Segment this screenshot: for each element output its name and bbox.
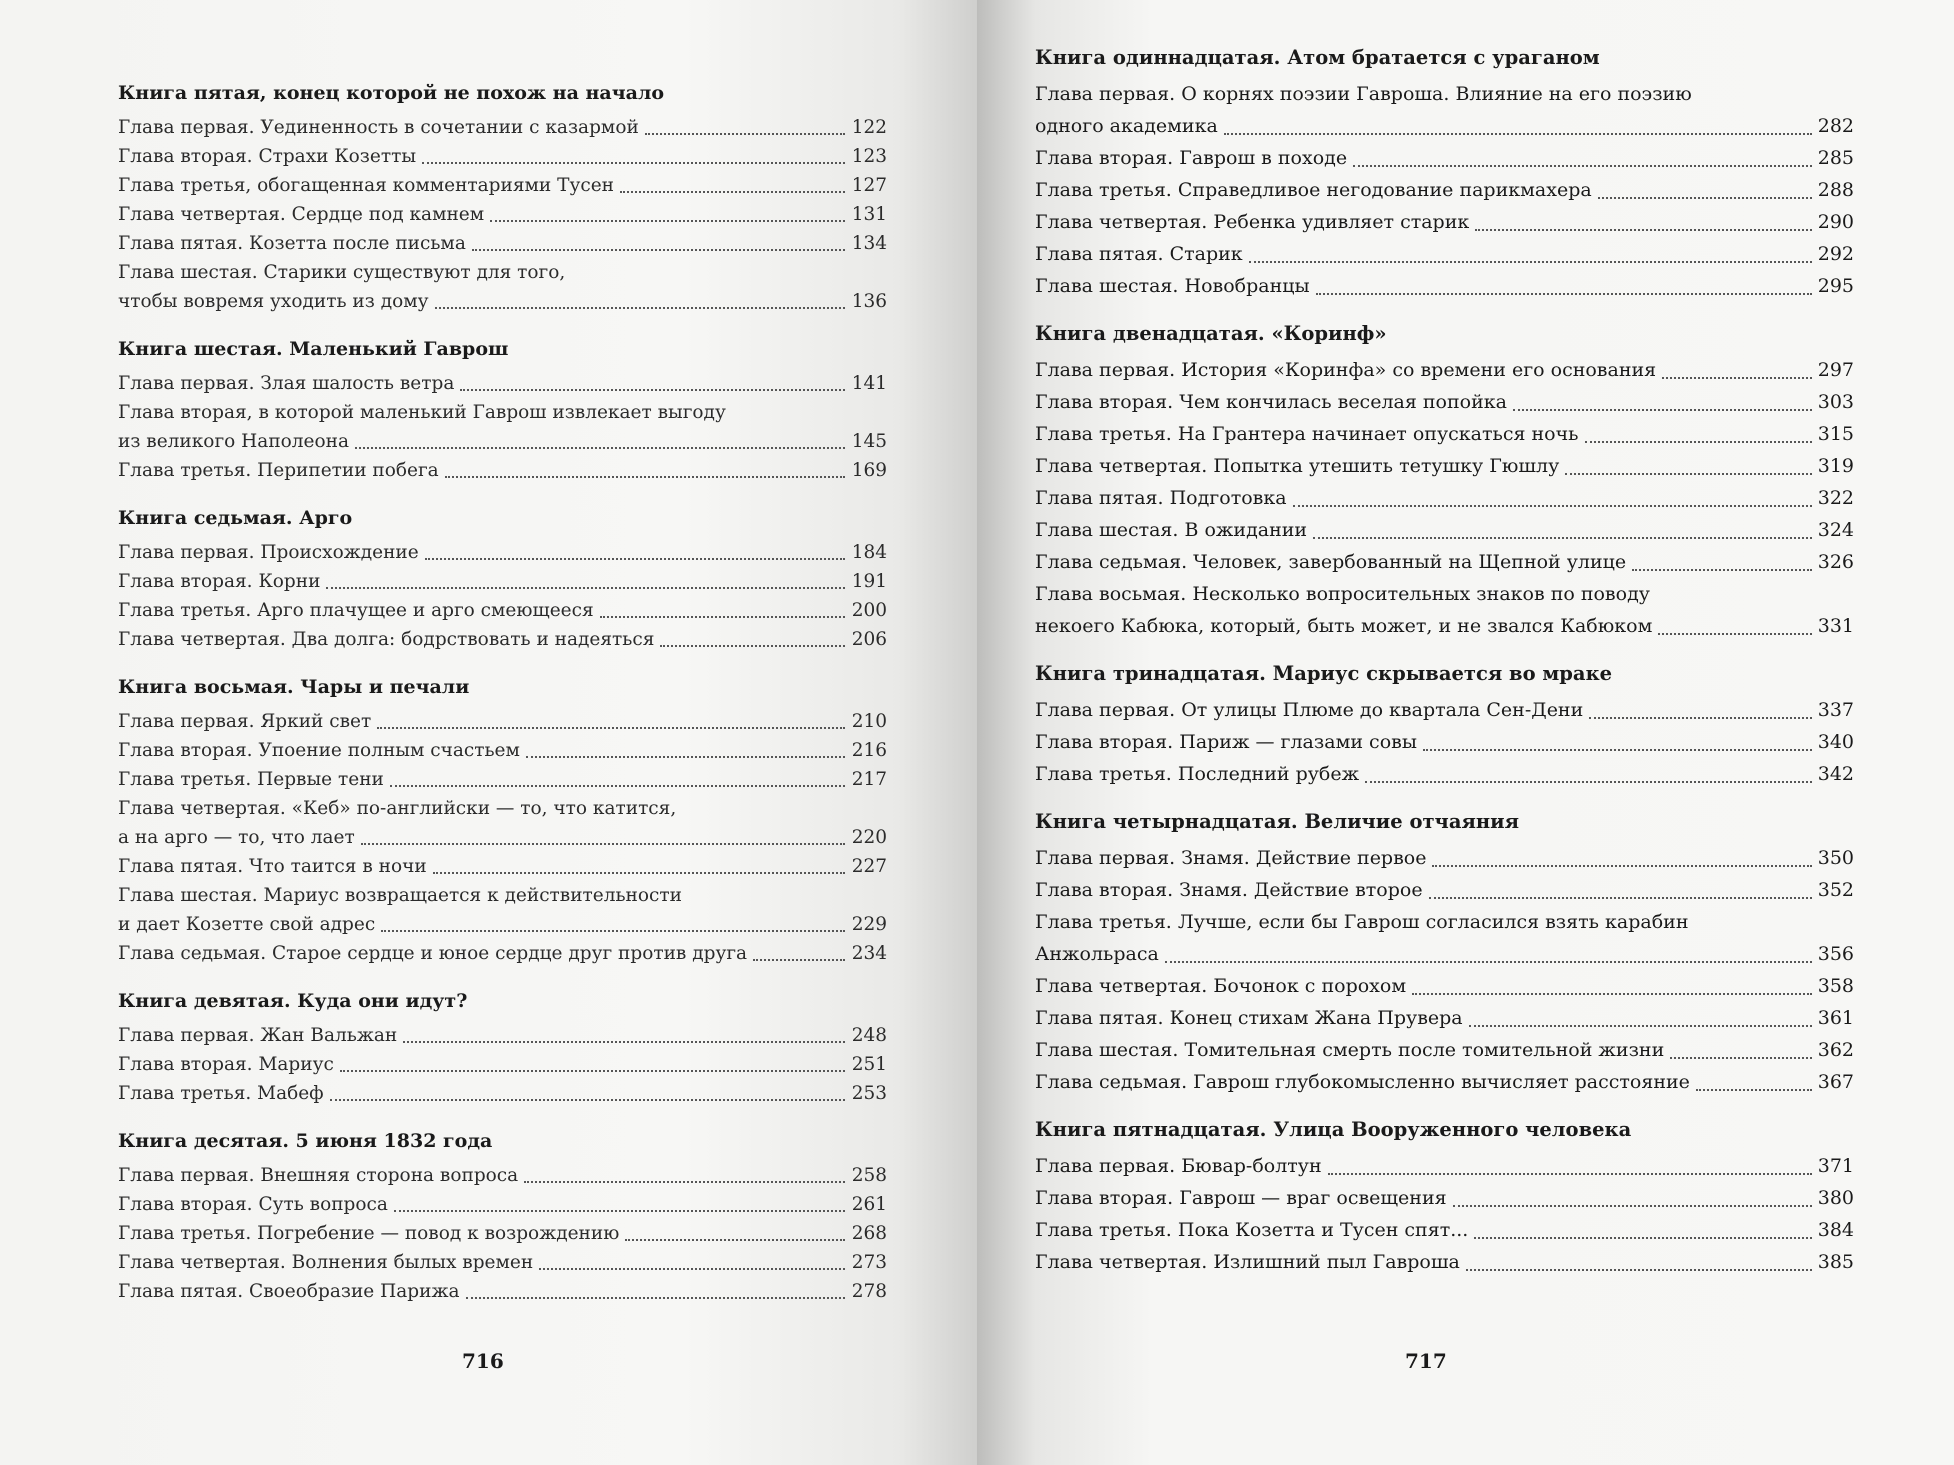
toc-entry (1035, 970, 1854, 1002)
dot-leader (466, 1297, 846, 1299)
toc-entry (1035, 1066, 1854, 1098)
toc-entry (118, 113, 887, 142)
page-ref: 136 (851, 291, 887, 312)
chapter-title: Глава четвертая. «Кеб» по-английски — то, что катится, (118, 798, 677, 819)
page-ref: 295 (1817, 275, 1854, 297)
chapter-title: Глава пятая. Подготовка (1035, 487, 1287, 509)
toc-entry (118, 258, 887, 316)
toc-entry (1035, 238, 1854, 270)
page-number-left: 716 (462, 1349, 504, 1373)
toc-entry (118, 596, 887, 625)
book-title: Книга седьмая. Арго (118, 507, 353, 529)
chapter-title-continued: и дает Козетте свой адрес (118, 914, 376, 935)
chapter-title: Глава первая. Знамя. Действие первое (1035, 847, 1427, 869)
page-ref: 288 (1817, 179, 1854, 201)
page-ref: 278 (851, 1281, 887, 1302)
chapter-title: Глава шестая. Новобранцы (1035, 275, 1310, 297)
page-ref: 253 (851, 1083, 887, 1104)
book-section (118, 676, 887, 968)
page-ref: 371 (1817, 1155, 1854, 1177)
toc-entry (1035, 142, 1854, 174)
page-ref: 273 (851, 1252, 887, 1273)
book-title: Книга десятая. 5 июня 1832 года (118, 1130, 493, 1152)
chapter-title: Глава третья. Лучше, если бы Гаврош согласился взять карабин (1035, 911, 1689, 933)
page-number-right: 717 (1405, 1349, 1447, 1373)
chapter-title: Глава третья. Погребение — повод к возрождению (118, 1223, 620, 1244)
chapter-title: Глава первая. Яркий свет (118, 711, 372, 732)
dot-leader (445, 476, 845, 478)
toc-entry (1035, 694, 1854, 726)
toc-entry (1035, 174, 1854, 206)
toc-entry (118, 1248, 887, 1277)
book-section (1035, 322, 1854, 642)
toc-entry (1035, 874, 1854, 906)
chapter-title: Глава вторая. Чем кончилась веселая попойка (1035, 391, 1507, 413)
chapter-title: Глава третья. Первые тени (118, 769, 384, 790)
page-ref: 367 (1817, 1071, 1854, 1093)
chapter-title: Глава вторая. Упоение полным счастьем (118, 740, 520, 761)
toc-entry (118, 567, 887, 596)
page-ref: 285 (1817, 147, 1854, 169)
page-ref: 319 (1817, 455, 1854, 477)
toc-entry (118, 1050, 887, 1079)
page-ref: 210 (851, 711, 887, 732)
page-ref: 337 (1817, 699, 1854, 721)
book-title: Книга четырнадцатая. Величие отчаяния (1035, 810, 1520, 833)
book-title: Книга тринадцатая. Мариус скрывается во мраке (1035, 662, 1613, 685)
chapter-title: Глава вторая. Париж — глазами совы (1035, 731, 1417, 753)
book-section (118, 1130, 887, 1306)
chapter-title: Глава четвертая. Волнения былых времен (118, 1252, 534, 1273)
chapter-title: Глава седьмая. Гаврош глубокомысленно вычисляет расстояние (1035, 1071, 1690, 1093)
chapter-title: Глава первая. История «Коринфа» со времени его основания (1035, 359, 1657, 381)
dot-leader (1365, 781, 1812, 783)
dot-leader (472, 249, 845, 251)
page-ref: 362 (1817, 1039, 1854, 1061)
dot-leader (330, 1099, 845, 1101)
toc-entry (118, 794, 887, 852)
toc-entry (1035, 906, 1854, 970)
dot-leader (377, 727, 845, 729)
toc-entry (118, 200, 887, 229)
book-title: Книга пятая, конец которой не похож на начало (118, 82, 665, 104)
page-ref: 169 (851, 460, 887, 481)
toc-entry (118, 707, 887, 736)
toc-entry (118, 171, 887, 200)
toc-entry (1035, 1182, 1854, 1214)
book-title: Книга шестая. Маленький Гаврош (118, 338, 509, 360)
dot-leader (1249, 261, 1812, 263)
book-section (118, 82, 887, 316)
toc-entry (118, 852, 887, 881)
dot-leader (1293, 505, 1812, 507)
chapter-title: Глава первая. Злая шалость ветра (118, 373, 455, 394)
page-ref: 385 (1817, 1251, 1854, 1273)
chapter-title: Глава третья. На Грантера начинает опускаться ночь (1035, 423, 1579, 445)
dot-leader (1412, 993, 1812, 995)
toc-entry (118, 398, 887, 456)
dot-leader (381, 930, 845, 932)
chapter-title: Глава третья. Мабеф (118, 1083, 324, 1104)
page-ref: 322 (1817, 487, 1854, 509)
page-ref: 216 (851, 740, 887, 761)
chapter-title: Глава третья. Перипетии побега (118, 460, 439, 481)
dot-leader (1429, 897, 1812, 899)
dot-leader (1423, 749, 1812, 751)
toc-entry (118, 1021, 887, 1050)
book-section (1035, 662, 1854, 790)
page-ref: 234 (851, 943, 887, 964)
chapter-title: Глава третья. Арго плачущее и арго смеющееся (118, 600, 594, 621)
book-title: Книга пятнадцатая. Улица Вооруженного человека (1035, 1118, 1632, 1141)
page-ref: 127 (851, 175, 887, 196)
chapter-title-continued: одного академика (1035, 115, 1218, 137)
dot-leader (1670, 1057, 1811, 1059)
book-title: Книга девятая. Куда они идут? (118, 990, 468, 1012)
dot-leader (620, 191, 845, 193)
chapter-title: Глава четвертая. Ребенка удивляет старик (1035, 211, 1470, 233)
chapter-title: Глава шестая. Старики существуют для того, (118, 262, 566, 283)
toc-entry (1035, 1034, 1854, 1066)
chapter-title-continued: а на арго — то, что лает (118, 827, 355, 848)
toc-entry (118, 1079, 887, 1108)
toc-entry (118, 456, 887, 485)
page-ref: 384 (1817, 1219, 1854, 1241)
chapter-title: Глава третья. Справедливое негодование парикмахера (1035, 179, 1592, 201)
dot-leader (1475, 229, 1811, 231)
chapter-title: Глава третья. Пока Козетта и Тусен спят... (1035, 1219, 1469, 1241)
dot-leader (1165, 961, 1812, 963)
toc-entry (1035, 270, 1854, 302)
book-section (1035, 1118, 1854, 1278)
chapter-title: Глава первая. Уединенность в сочетании с казармой (118, 117, 639, 138)
chapter-title: Глава первая. Происхождение (118, 542, 419, 563)
toc-entry (118, 881, 887, 939)
chapter-title: Глава шестая. В ожидании (1035, 519, 1308, 541)
toc-entry (1035, 1150, 1854, 1182)
chapter-title: Глава шестая. Мариус возвращается к действительности (118, 885, 682, 906)
chapter-title: Глава вторая. Знамя. Действие второе (1035, 879, 1423, 901)
table-of-contents-right (1035, 46, 1854, 1278)
toc-entry (1035, 514, 1854, 546)
page-ref: 356 (1817, 943, 1854, 965)
right-page (977, 0, 1954, 1465)
toc-entry (1035, 450, 1854, 482)
dot-leader (625, 1239, 845, 1241)
page-ref: 134 (851, 233, 887, 254)
page-ref: 184 (851, 542, 887, 563)
toc-entry (118, 1161, 887, 1190)
toc-entry (118, 765, 887, 794)
page-ref: 352 (1817, 879, 1854, 901)
page-ref: 282 (1817, 115, 1854, 137)
toc-entry (118, 142, 887, 171)
page-ref: 342 (1817, 763, 1854, 785)
dot-leader (361, 843, 845, 845)
toc-entry (1035, 1214, 1854, 1246)
chapter-title: Глава пятая. Что таится в ночи (118, 856, 427, 877)
page-ref: 268 (851, 1223, 887, 1244)
chapter-title: Глава первая. Бювар-болтун (1035, 1155, 1322, 1177)
chapter-title: Глава третья, обогащенная комментариями Тусен (118, 175, 614, 196)
dot-leader (1432, 865, 1811, 867)
toc-entry (1035, 482, 1854, 514)
dot-leader (645, 133, 845, 135)
page-ref: 141 (851, 373, 887, 394)
chapter-title: Глава пятая. Конец стихам Жана Прувера (1035, 1007, 1463, 1029)
page-ref: 248 (851, 1025, 887, 1046)
chapter-title: Глава вторая. Гаврош в походе (1035, 147, 1348, 169)
toc-entry (1035, 842, 1854, 874)
book-section (118, 507, 887, 654)
chapter-title: Глава восьмая. Несколько вопросительных знаков по поводу (1035, 583, 1650, 605)
chapter-title: Глава четвертая. Сердце под камнем (118, 204, 485, 225)
page-ref: 324 (1817, 519, 1854, 541)
toc-entry (118, 736, 887, 765)
chapter-title: Глава первая. От улицы Плюме до квартала Сен-Дени (1035, 699, 1584, 721)
dot-leader (1328, 1173, 1812, 1175)
book-section (1035, 810, 1854, 1098)
dot-leader (753, 959, 845, 961)
dot-leader (390, 785, 845, 787)
page-ref: 229 (851, 914, 887, 935)
book-title: Книга одиннадцатая. Атом братается с ураганом (1035, 46, 1600, 69)
page-ref: 303 (1817, 391, 1854, 413)
chapter-title: Глава вторая, в которой маленький Гаврош извлекает выгоду (118, 402, 726, 423)
toc-entry (118, 625, 887, 654)
chapter-title: Глава первая. Внешняя сторона вопроса (118, 1165, 519, 1186)
chapter-title: Глава вторая. Гаврош — враг освещения (1035, 1187, 1447, 1209)
page-ref: 326 (1817, 551, 1854, 573)
book-title: Книга двенадцатая. «Коринф» (1035, 322, 1387, 345)
book-section (118, 990, 887, 1108)
chapter-title: Глава пятая. Козетта после письма (118, 233, 466, 254)
dot-leader (1585, 441, 1812, 443)
toc-entry (118, 229, 887, 258)
page-ref: 331 (1817, 615, 1854, 637)
page-ref: 145 (851, 431, 887, 452)
page-ref: 350 (1817, 847, 1854, 869)
page-ref: 123 (851, 146, 887, 167)
page-ref: 290 (1817, 211, 1854, 233)
chapter-title: Глава четвертая. Попытка утешить тетушку Гюшлу (1035, 455, 1560, 477)
dot-leader (490, 220, 845, 222)
chapter-title: Глава седьмая. Человек, завербованный на Щепной улице (1035, 551, 1627, 573)
toc-entry (118, 538, 887, 567)
toc-entry (1035, 726, 1854, 758)
dot-leader (1353, 165, 1812, 167)
page-ref: 206 (851, 629, 887, 650)
page-ref: 261 (851, 1194, 887, 1215)
page-ref: 292 (1817, 243, 1854, 265)
chapter-title: Глава вторая. Страхи Козетты (118, 146, 417, 167)
dot-leader (1313, 537, 1812, 539)
page-ref: 258 (851, 1165, 887, 1186)
page-ref: 315 (1817, 423, 1854, 445)
dot-leader (1469, 1025, 1812, 1027)
dot-leader (1662, 377, 1812, 379)
dot-leader (1316, 293, 1812, 295)
dot-leader (600, 616, 845, 618)
page-ref: 200 (851, 600, 887, 621)
toc-entry (118, 369, 887, 398)
dot-leader (433, 872, 845, 874)
toc-entry (118, 1277, 887, 1306)
page-ref: 380 (1817, 1187, 1854, 1209)
page-ref: 227 (851, 856, 887, 877)
dot-leader (460, 389, 845, 391)
page-ref: 361 (1817, 1007, 1854, 1029)
chapter-title: Глава четвертая. Излишний пыл Гавроша (1035, 1251, 1460, 1273)
chapter-title: Глава пятая. Старик (1035, 243, 1243, 265)
toc-entry (118, 1190, 887, 1219)
chapter-title: Глава вторая. Корни (118, 571, 321, 592)
table-of-contents-left (118, 82, 887, 1306)
dot-leader (394, 1210, 845, 1212)
chapter-title: Глава пятая. Своеобразие Парижа (118, 1281, 460, 1302)
dot-leader (1598, 197, 1812, 199)
chapter-title-continued: из великого Наполеона (118, 431, 349, 452)
dot-leader (1565, 473, 1811, 475)
dot-leader (425, 558, 845, 560)
book-section (1035, 46, 1854, 302)
book-title: Книга восьмая. Чары и печали (118, 676, 470, 698)
page-ref: 340 (1817, 731, 1854, 753)
dot-leader (1474, 1237, 1811, 1239)
dot-leader (526, 756, 845, 758)
page-ref: 220 (851, 827, 887, 848)
chapter-title: Глава четвертая. Бочонок с порохом (1035, 975, 1407, 997)
chapter-title: Глава седьмая. Старое сердце и юное сердце друг против друга (118, 943, 748, 964)
toc-entry (1035, 578, 1854, 642)
chapter-title: Глава шестая. Томительная смерть после томительной жизни (1035, 1039, 1665, 1061)
dot-leader (1589, 717, 1811, 719)
chapter-title: Глава первая. Жан Вальжан (118, 1025, 398, 1046)
toc-entry (1035, 206, 1854, 238)
chapter-title-continued: некоего Кабюка, который, быть может, и не звался Кабюком (1035, 615, 1653, 637)
page-ref: 297 (1817, 359, 1854, 381)
toc-entry (1035, 78, 1854, 142)
toc-entry (1035, 1002, 1854, 1034)
dot-leader (422, 162, 845, 164)
chapter-title-continued: чтобы вовремя уходить из дому (118, 291, 429, 312)
chapter-title: Глава первая. О корнях поэзии Гавроша. Влияние на его поэзию (1035, 83, 1692, 105)
chapter-title: Глава вторая. Суть вопроса (118, 1194, 388, 1215)
dot-leader (1513, 409, 1812, 411)
page-ref: 217 (851, 769, 887, 790)
chapter-title-continued: Анжольраса (1035, 943, 1159, 965)
page-ref: 251 (851, 1054, 887, 1075)
dot-leader (435, 307, 845, 309)
dot-leader (1632, 569, 1812, 571)
page-ref: 358 (1817, 975, 1854, 997)
dot-leader (326, 587, 845, 589)
toc-entry (1035, 1246, 1854, 1278)
dot-leader (1224, 133, 1812, 135)
chapter-title: Глава третья. Последний рубеж (1035, 763, 1360, 785)
dot-leader (355, 447, 845, 449)
toc-entry (1035, 546, 1854, 578)
toc-entry (1035, 354, 1854, 386)
page-ref: 191 (851, 571, 887, 592)
dot-leader (524, 1181, 845, 1183)
chapter-title: Глава четвертая. Два долга: бодрствовать и надеяться (118, 629, 655, 650)
dot-leader (1658, 633, 1811, 635)
toc-entry (1035, 386, 1854, 418)
dot-leader (539, 1268, 845, 1270)
book-section (118, 338, 887, 485)
dot-leader (1696, 1089, 1812, 1091)
toc-entry (1035, 418, 1854, 450)
toc-entry (118, 939, 887, 968)
dot-leader (340, 1070, 845, 1072)
toc-entry (1035, 758, 1854, 790)
dot-leader (403, 1041, 845, 1043)
chapter-title: Глава вторая. Мариус (118, 1054, 334, 1075)
toc-entry (118, 1219, 887, 1248)
page-ref: 122 (851, 117, 887, 138)
dot-leader (1453, 1205, 1812, 1207)
page-ref: 131 (851, 204, 887, 225)
dot-leader (660, 645, 845, 647)
dot-leader (1466, 1269, 1812, 1271)
